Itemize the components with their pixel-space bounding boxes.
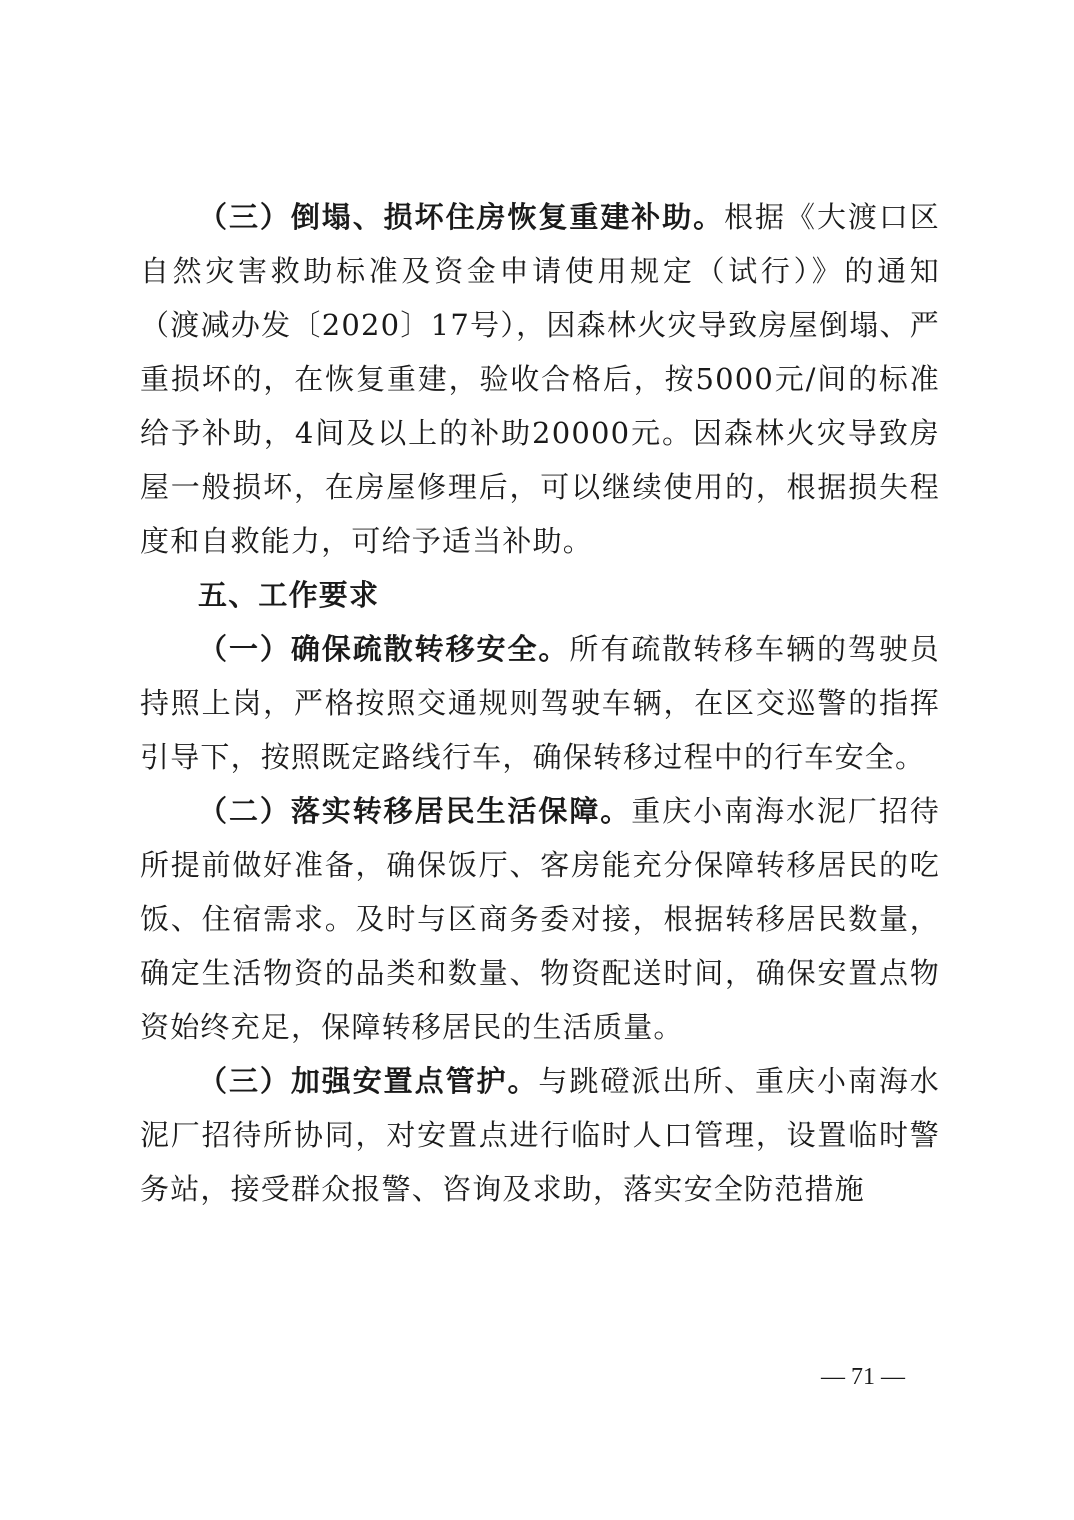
paragraph-text: 重庆小南海水泥厂招待所提前做好准备，确保饭厅、客房能充分保障转移居民的吃饭、住宿需求。及时与区商务委对接，根据转移居民数量，确定生活物资的品类和数量、物资配送时间，确保安置点物资始终充足，保障转移居民的生活质量。 <box>140 794 940 1044</box>
section-heading: 五、工作要求 <box>198 578 380 612</box>
paragraph-text: 所有疏散转移车辆的驾驶员持照上岗，严格按照交通规则驾驶车辆，在区交巡警的指挥引导下，按照既定路线行车，确保转移过程中的行车安全。 <box>140 632 940 774</box>
paragraph-evacuation-safety <box>140 622 940 784</box>
paragraph-lead: （三）加强安置点管护。 <box>198 1064 539 1098</box>
paragraph-lead: （一）确保疏散转移安全。 <box>198 632 570 666</box>
paragraph-text: 与跳磴派出所、重庆小南海水泥厂招待所协同，对安置点进行临时人口管理，设置临时警务站，接受群众报警、咨询及求助，落实安全防范措施 <box>140 1064 940 1206</box>
paragraph-living-support <box>140 784 940 1054</box>
document-body <box>140 190 940 1216</box>
paragraph-text: 根据《大渡口区自然灾害救助标准及资金申请使用规定（试行）》的通知（渡减办发〔2020〕17号），因森林火灾导致房屋倒塌、严重损坏的，在恢复重建，验收合格后，按5000元/间的标准给予补助，4间及以上的补助20000元。因森林火灾导致房屋一般损坏，在房屋修理后，可以继续使用的，根据损失程度和自救能力，可给予适当补助。 <box>140 200 940 558</box>
paragraph-shelter-management <box>140 1054 940 1216</box>
page-number: — 71 — <box>821 1364 905 1390</box>
paragraph-lead: （二）落实转移居民生活保障。 <box>198 794 632 828</box>
paragraph-lead: （三）倒塌、损坏住房恢复重建补助。 <box>198 200 725 234</box>
paragraph-housing-subsidy <box>140 190 940 568</box>
